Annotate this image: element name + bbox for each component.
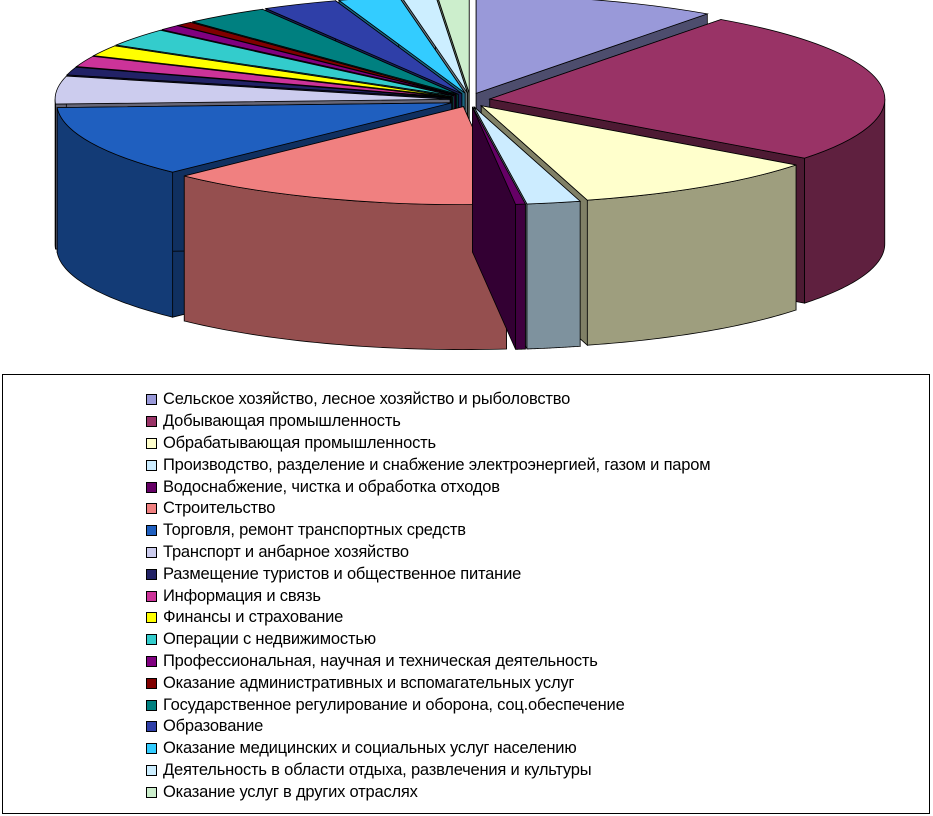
legend-label: Государственное регулирование и оборона, соц.обеспечение: [163, 695, 625, 714]
legend-item: [146, 781, 710, 803]
legend-item: [146, 411, 710, 433]
legend-swatch: [146, 787, 157, 798]
legend-item: [146, 585, 710, 607]
legend-swatch: [146, 569, 157, 580]
legend-label: Торговля, ремонт транспортных средств: [163, 521, 466, 540]
legend-label: Образование: [163, 717, 264, 736]
legend-item: [146, 498, 710, 520]
legend-item: [146, 454, 710, 476]
legend-swatch: [146, 394, 157, 405]
legend-swatch: [146, 525, 157, 536]
legend-item: [146, 433, 710, 455]
legend-swatch: [146, 634, 157, 645]
legend-item: [146, 672, 710, 694]
legend-swatch: [146, 721, 157, 732]
legend-label: Размещение туристов и общественное питание: [163, 564, 522, 583]
legend-item: [146, 542, 710, 564]
legend-swatch: [146, 503, 157, 514]
legend-item: [146, 520, 710, 542]
legend-label: Обрабатывающая промышленность: [163, 433, 436, 452]
legend-label: Деятельность в области отдыха, развлечения и культуры: [163, 760, 592, 779]
pie-chart: [0, 0, 933, 360]
legend-label: Добывающая промышленность: [163, 412, 401, 431]
legend-swatch: [146, 612, 157, 623]
legend-item: [146, 607, 710, 629]
legend-item: [146, 694, 710, 716]
legend-item: [146, 476, 710, 498]
pie-slice-rim: [527, 201, 580, 349]
legend-item: [146, 716, 710, 738]
legend-swatch: [146, 678, 157, 689]
legend-item: [146, 389, 710, 411]
legend-label: Операции с недвижимостью: [163, 630, 376, 649]
legend-swatch: [146, 765, 157, 776]
legend-list: [146, 389, 710, 803]
legend-swatch: [146, 743, 157, 754]
legend-label: Оказание административных и вспомагательных услуг: [163, 673, 575, 692]
legend-swatch: [146, 482, 157, 493]
legend-label: Производство, разделение и снабжение электроэнергией, газом и паром: [163, 455, 711, 474]
legend-swatch: [146, 547, 157, 558]
legend-item: [146, 760, 710, 782]
legend-swatch: [146, 416, 157, 427]
legend-label: Строительство: [163, 499, 276, 518]
legend-label: Транспорт и анбарное хозяйство: [163, 542, 409, 561]
legend-swatch: [146, 700, 157, 711]
legend-item: [146, 651, 710, 673]
legend-swatch: [146, 438, 157, 449]
legend-item: [146, 629, 710, 651]
legend-label: Сельское хозяйство, лесное хозяйство и рыболовство: [163, 390, 571, 409]
legend-swatch: [146, 591, 157, 602]
pie-slice-rim: [516, 204, 526, 349]
legend-swatch: [146, 656, 157, 667]
legend-label: Финансы и страхование: [163, 608, 344, 627]
legend-label: Оказание услуг в других отраслях: [163, 782, 418, 801]
legend-label: Водоснабжение, чистка и обработка отходов: [163, 477, 500, 496]
chart-legend: [2, 374, 930, 814]
legend-label: Оказание медицинских и социальных услуг населению: [163, 739, 577, 758]
legend-swatch: [146, 460, 157, 471]
legend-item: [146, 738, 710, 760]
legend-item: [146, 563, 710, 585]
legend-label: Профессиональная, научная и техническая деятельность: [163, 651, 598, 670]
legend-label: Информация и связь: [163, 586, 321, 605]
